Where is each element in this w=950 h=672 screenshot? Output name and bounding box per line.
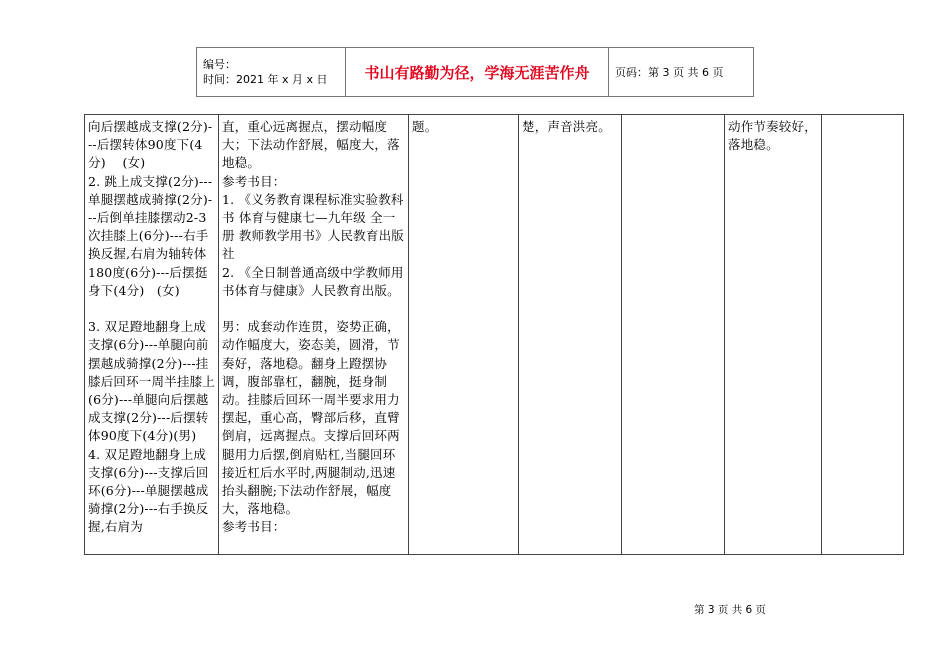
content-table	[84, 114, 904, 555]
table-cell-col7	[822, 115, 904, 555]
table-cell-col5	[622, 115, 725, 555]
table-cell-requirements	[219, 115, 409, 555]
routine-text: 向后摆越成支撑(2分)---后摆转体90度下(4分) (女) 2. 跳上成支撑(2分)---单腿摆越成骑撑(2分)---后倒单挂膝摆动2-3次挂膝上(6分)---右手换反握,右肩为轴转体180度(6分)---后摆挺身下(4分) (女) 3. 双足蹬地翻身上成支撑(6分)---单腿向前摆越成骑撑(2分)---挂膝后回环一周半挂膝上(6分)---单腿向后摆越成支撑(2分)---后摆转体90度下(4分)(男) 4. 双足蹬地翻身上成支撑(6分)---支撑后回环(6分)---单腿摆越成骑撑(2分)---右手换反握,右肩为	[88, 119, 216, 535]
header-info-cell	[197, 48, 346, 97]
table-cell-col6	[725, 115, 822, 555]
col3-text: 题。	[412, 119, 438, 134]
page-label: 页码：第 3 页 共 6 页	[615, 66, 724, 79]
requirements-text: 直，重心远离握点，摆动幅度大；下法动作舒展，幅度大，落地稳。 参考书目： 1. 《义务教育课程标准实验教科书 体育与健康七—九年级 全一册 教师教学用书》人民教育出版社 2. 《全日制普通高级中学教师用书体育与健康》人民教育出版。 男：成套动作连贯，姿势正确，动作幅度大，姿态美，圆滑，节奏好，落地稳。翻身上蹬摆协调，腹部靠杠，翻腕，挺身制动。挂膝后回环一周半要求用力摆起，重心高，臀部后移，直臂倒肩，远离握点。支撑后回环两腿用力后摆,倒肩贴杠,当腿回环接近杠后水平时,两腿制动,迅速抬头翻腕;下法动作舒展，幅度大，落地稳。 参考书目：	[222, 119, 404, 535]
time-label: 时间：2021 年 x 月 x 日	[203, 73, 328, 86]
page-number-cell	[609, 48, 754, 97]
page-footer: 第 3 页 共 6 页	[694, 604, 767, 616]
motto-cell	[346, 48, 609, 97]
col4-text: 楚，声音洪亮。	[522, 119, 611, 134]
table-cell-col3	[409, 115, 519, 555]
page-header	[196, 47, 754, 97]
col6-text: 动作节奏较好，落地稳。	[728, 119, 817, 153]
table-cell-routine	[85, 115, 219, 555]
table-cell-col4	[519, 115, 622, 555]
table-row	[85, 115, 904, 555]
number-label: 编号：	[203, 58, 236, 71]
motto-text: 书山有路勤为径，学海无涯苦作舟	[364, 63, 590, 82]
